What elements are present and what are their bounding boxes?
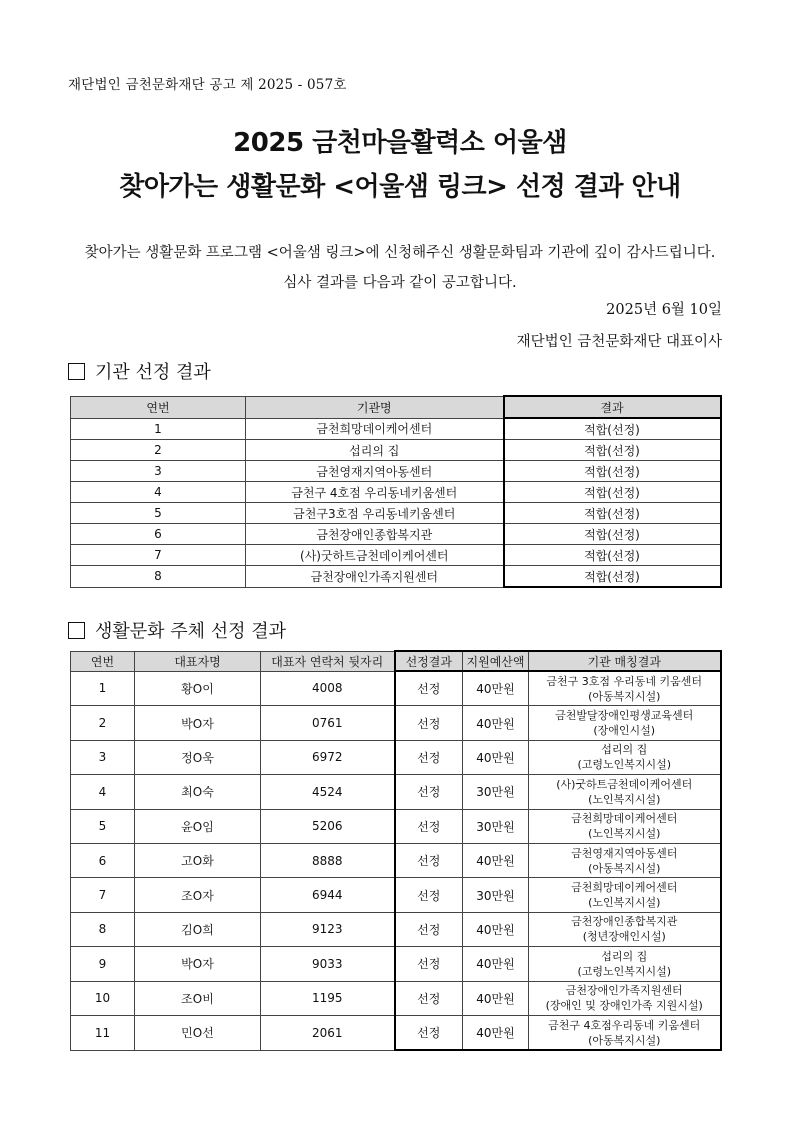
rep-phone: 6944 bbox=[261, 878, 395, 912]
header-name: 기관명 bbox=[246, 396, 504, 418]
matching-category: (고령노인복지시설) bbox=[577, 964, 672, 978]
selection-result: 선정 bbox=[395, 740, 463, 774]
row-no: 4 bbox=[71, 775, 135, 809]
table-row bbox=[71, 524, 721, 545]
matching-category: (청년장애인시설) bbox=[582, 930, 666, 944]
signer: 재단법인 금천문화재단 대표이사 bbox=[516, 334, 722, 350]
rep-name: 조O비 bbox=[135, 981, 261, 1015]
selection-result: 선정 bbox=[395, 843, 463, 877]
rep-phone: 9123 bbox=[261, 912, 395, 946]
institution-result: 적합(선정) bbox=[504, 545, 721, 566]
notice-date: 2025년 6월 10일 bbox=[606, 302, 722, 318]
budget: 40만원 bbox=[463, 912, 529, 946]
budget: 30만원 bbox=[463, 878, 529, 912]
matching-institution: 금천구 3호점 우리동네 키움센터 bbox=[546, 674, 703, 688]
intro-line1: 찾아가는 생활문화 프로그램 <어울샘 링크>에 신청해주신 생활문화팀과 기관에 깊이 감사드립니다. bbox=[84, 245, 716, 261]
rep-name: 최O숙 bbox=[135, 775, 261, 809]
checkbox-square-icon bbox=[68, 622, 85, 639]
rep-phone: 6972 bbox=[261, 740, 395, 774]
matching-category: (고령노인복지시설) bbox=[577, 758, 672, 772]
matching-category: (장애인 및 장애인가족 지원시설) bbox=[545, 999, 703, 1013]
selection-result: 선정 bbox=[395, 981, 463, 1015]
selection-result: 선정 bbox=[395, 878, 463, 912]
rep-name: 민O선 bbox=[135, 1015, 261, 1050]
selection-result: 선정 bbox=[395, 947, 463, 981]
matching-result bbox=[529, 775, 721, 809]
rep-phone: 8888 bbox=[261, 843, 395, 877]
table-row bbox=[71, 740, 721, 774]
header-result: 결과 bbox=[504, 396, 721, 418]
budget: 40만원 bbox=[463, 740, 529, 774]
institution-result: 적합(선정) bbox=[504, 566, 721, 588]
header-selection: 선정결과 bbox=[395, 651, 463, 671]
row-no: 3 bbox=[71, 461, 246, 482]
matching-category: (노인복지시설) bbox=[588, 827, 661, 841]
selection-result: 선정 bbox=[395, 706, 463, 740]
rep-phone: 4008 bbox=[261, 671, 395, 706]
rep-phone: 9033 bbox=[261, 947, 395, 981]
matching-institution: 금천희망데이케어센터 bbox=[571, 812, 678, 826]
budget: 40만원 bbox=[463, 947, 529, 981]
page-title-line1: 2025 금천마을활력소 어울샘 bbox=[233, 128, 567, 158]
table-row bbox=[71, 482, 721, 503]
institution-result: 적합(선정) bbox=[504, 524, 721, 545]
rep-name: 윤O임 bbox=[135, 809, 261, 843]
rep-name: 박O자 bbox=[135, 947, 261, 981]
rep-name: 김O희 bbox=[135, 912, 261, 946]
institution-name: 금천장애인가족지원센터 bbox=[246, 566, 504, 588]
institution-result: 적합(선정) bbox=[504, 503, 721, 524]
header-no: 연번 bbox=[71, 651, 135, 671]
institution-name: 섭리의 집 bbox=[246, 440, 504, 461]
institution-result: 적합(선정) bbox=[504, 482, 721, 503]
row-no: 3 bbox=[71, 740, 135, 774]
matching-institution: 금천희망데이케어센터 bbox=[571, 881, 678, 895]
matching-result bbox=[529, 671, 721, 706]
institution-name: 금천구3호점 우리동네키움센터 bbox=[246, 503, 504, 524]
budget: 40만원 bbox=[463, 706, 529, 740]
header-matching: 기관 매칭결과 bbox=[529, 651, 721, 671]
row-no: 10 bbox=[71, 981, 135, 1015]
table-row bbox=[71, 418, 721, 440]
budget: 30만원 bbox=[463, 775, 529, 809]
matching-category: (아동복지시설) bbox=[588, 861, 661, 875]
matching-category: (아동복지시설) bbox=[588, 689, 661, 703]
rep-name: 고O화 bbox=[135, 843, 261, 877]
subject-heading-text: 생활문화 주체 선정 결과 bbox=[95, 621, 287, 642]
institution-name: 금천장애인종합복지관 bbox=[246, 524, 504, 545]
rep-phone: 2061 bbox=[261, 1015, 395, 1050]
page-title-line2: 찾아가는 생활문화 <어울샘 링크> 선정 결과 안내 bbox=[119, 172, 681, 202]
intro-line2: 심사 결과를 다음과 같이 공고합니다. bbox=[283, 275, 517, 291]
header-no: 연번 bbox=[71, 396, 246, 418]
selection-result: 선정 bbox=[395, 912, 463, 946]
institution-result: 적합(선정) bbox=[504, 418, 721, 440]
subject-section-heading bbox=[68, 617, 286, 643]
row-no: 4 bbox=[71, 482, 246, 503]
row-no: 1 bbox=[71, 671, 135, 706]
row-no: 8 bbox=[71, 566, 246, 588]
row-no: 2 bbox=[71, 706, 135, 740]
matching-result bbox=[529, 706, 721, 740]
matching-institution: 금천장애인종합복지관 bbox=[571, 915, 678, 929]
rep-phone: 4524 bbox=[261, 775, 395, 809]
matching-result bbox=[529, 740, 721, 774]
matching-institution: 섭리의 집 bbox=[601, 743, 648, 757]
matching-result bbox=[529, 947, 721, 981]
table-row bbox=[71, 671, 721, 706]
header-budget: 지원예산액 bbox=[463, 651, 529, 671]
institution-name: 금천희망데이케어센터 bbox=[246, 418, 504, 440]
institution-result-table bbox=[70, 395, 722, 588]
matching-institution: 금천구 4호점우리동네 키움센터 bbox=[548, 1018, 701, 1032]
table-row bbox=[71, 947, 721, 981]
row-no: 9 bbox=[71, 947, 135, 981]
institution-name: (사)굿하트금천데이케어센터 bbox=[246, 545, 504, 566]
rep-name: 황O이 bbox=[135, 671, 261, 706]
matching-result bbox=[529, 809, 721, 843]
selection-result: 선정 bbox=[395, 775, 463, 809]
budget: 40만원 bbox=[463, 981, 529, 1015]
rep-phone: 5206 bbox=[261, 809, 395, 843]
matching-result bbox=[529, 843, 721, 877]
table-row bbox=[71, 1015, 721, 1050]
header-rep-name: 대표자명 bbox=[135, 651, 261, 671]
row-no: 2 bbox=[71, 440, 246, 461]
checkbox-square-icon bbox=[68, 363, 85, 380]
table-row bbox=[71, 440, 721, 461]
matching-category: (아동복지시설) bbox=[588, 1033, 661, 1047]
table-row bbox=[71, 843, 721, 877]
budget: 40만원 bbox=[463, 671, 529, 706]
subject-result-table bbox=[70, 650, 722, 1051]
matching-institution: 금천발달장애인평생교육센터 bbox=[555, 709, 694, 723]
selection-result: 선정 bbox=[395, 1015, 463, 1050]
matching-institution: (사)굿하트금천데이케어센터 bbox=[556, 777, 693, 791]
selection-result: 선정 bbox=[395, 809, 463, 843]
matching-institution: 금천영재지역아동센터 bbox=[571, 846, 678, 860]
table-row bbox=[71, 912, 721, 946]
notice-number: 재단법인 금천문화재단 공고 제 2025 - 057호 bbox=[68, 77, 347, 93]
rep-name: 박O자 bbox=[135, 706, 261, 740]
institution-name: 금천영재지역아동센터 bbox=[246, 461, 504, 482]
rep-name: 조O자 bbox=[135, 878, 261, 912]
row-no: 8 bbox=[71, 912, 135, 946]
row-no: 1 bbox=[71, 418, 246, 440]
header-phone: 대표자 연락처 뒷자리 bbox=[261, 651, 395, 671]
matching-category: (노인복지시설) bbox=[588, 792, 661, 806]
institution-result: 적합(선정) bbox=[504, 440, 721, 461]
table-row bbox=[71, 706, 721, 740]
table-row bbox=[71, 545, 721, 566]
table-row bbox=[71, 809, 721, 843]
rep-phone: 0761 bbox=[261, 706, 395, 740]
budget: 30만원 bbox=[463, 809, 529, 843]
matching-institution: 금천장애인가족지원센터 bbox=[565, 984, 683, 998]
matching-category: (장애인시설) bbox=[593, 724, 656, 738]
matching-result bbox=[529, 1015, 721, 1050]
matching-institution: 섭리의 집 bbox=[601, 949, 648, 963]
rep-name: 정O욱 bbox=[135, 740, 261, 774]
row-no: 7 bbox=[71, 545, 246, 566]
row-no: 5 bbox=[71, 503, 246, 524]
institution-name: 금천구 4호점 우리동네키움센터 bbox=[246, 482, 504, 503]
matching-result bbox=[529, 981, 721, 1015]
table-row bbox=[71, 981, 721, 1015]
institution-heading-text: 기관 선정 결과 bbox=[95, 362, 211, 383]
institution-section-heading bbox=[68, 358, 211, 384]
table-row bbox=[71, 461, 721, 482]
matching-result bbox=[529, 878, 721, 912]
budget: 40만원 bbox=[463, 1015, 529, 1050]
rep-phone: 1195 bbox=[261, 981, 395, 1015]
row-no: 6 bbox=[71, 524, 246, 545]
table-row bbox=[71, 566, 721, 588]
table-row bbox=[71, 503, 721, 524]
row-no: 5 bbox=[71, 809, 135, 843]
table-row bbox=[71, 775, 721, 809]
table-header-row bbox=[71, 396, 721, 418]
row-no: 7 bbox=[71, 878, 135, 912]
budget: 40만원 bbox=[463, 843, 529, 877]
selection-result: 선정 bbox=[395, 671, 463, 706]
matching-category: (노인복지시설) bbox=[588, 896, 661, 910]
table-header-row bbox=[71, 651, 721, 671]
row-no: 6 bbox=[71, 843, 135, 877]
matching-result bbox=[529, 912, 721, 946]
institution-result: 적합(선정) bbox=[504, 461, 721, 482]
table-row bbox=[71, 878, 721, 912]
row-no: 11 bbox=[71, 1015, 135, 1050]
